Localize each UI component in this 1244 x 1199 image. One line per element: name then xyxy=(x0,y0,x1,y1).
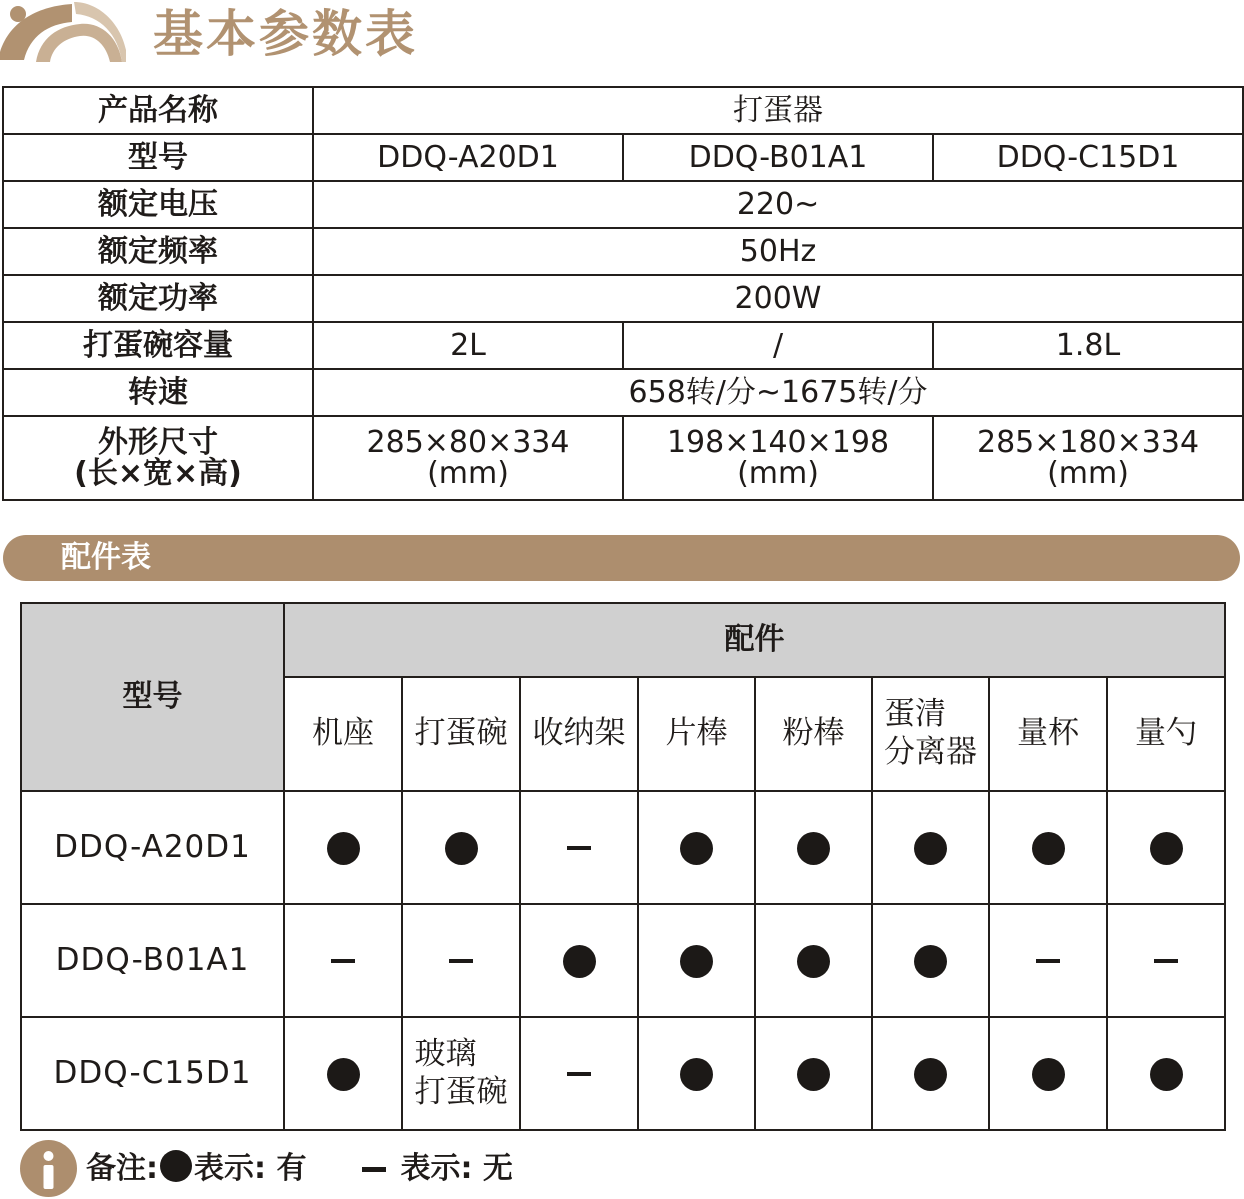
dash-icon xyxy=(449,959,473,963)
spec-table xyxy=(2,86,1244,501)
table-header-row xyxy=(21,603,1225,677)
table-row xyxy=(3,322,1243,369)
table-row xyxy=(3,416,1243,500)
legend-note xyxy=(86,1146,513,1192)
power-label: 额定功率 xyxy=(3,275,313,322)
model-value: DDQ-C15D1 xyxy=(933,134,1243,181)
dimensions-number: 285×80×334 xyxy=(366,424,570,460)
column-header: 蛋清 分离器 xyxy=(872,677,989,791)
dimensions-label xyxy=(3,416,313,500)
not-included-cell xyxy=(520,791,638,904)
filled-dot-icon xyxy=(797,945,830,978)
included-cell xyxy=(638,791,755,904)
model-cell: DDQ-A20D1 xyxy=(21,791,284,904)
accessory-section-bar xyxy=(3,535,1240,581)
voltage-value: 220~ xyxy=(313,181,1243,228)
model-header: 型号 xyxy=(21,603,284,791)
not-included-cell xyxy=(520,1017,638,1130)
legend-dot-icon xyxy=(160,1150,192,1182)
table-row xyxy=(3,228,1243,275)
filled-dot-icon xyxy=(914,945,947,978)
filled-dot-icon xyxy=(797,1058,830,1091)
included-cell xyxy=(872,791,989,904)
included-cell xyxy=(755,791,872,904)
included-cell xyxy=(989,1017,1107,1130)
column-header: 量勺 xyxy=(1107,677,1225,791)
not-included-cell xyxy=(402,904,520,1017)
note-cell: 玻璃 打蛋碗 xyxy=(402,1017,520,1130)
filled-dot-icon xyxy=(680,832,713,865)
column-header: 粉棒 xyxy=(755,677,872,791)
included-cell xyxy=(284,791,402,904)
rainbow-arc-logo-icon xyxy=(0,0,130,66)
filled-dot-icon xyxy=(797,832,830,865)
not-included-cell xyxy=(284,904,402,1017)
accessories-header: 配件 xyxy=(284,603,1225,677)
included-cell xyxy=(755,904,872,1017)
column-header: 片棒 xyxy=(638,677,755,791)
dimensions-number: 198×140×198 xyxy=(666,424,890,460)
filled-dot-icon xyxy=(445,832,478,865)
included-cell xyxy=(520,904,638,1017)
note-prefix: 备注: xyxy=(86,1151,158,1186)
dimensions-number: 285×180×334 xyxy=(976,424,1200,460)
power-value: 200W xyxy=(313,275,1243,322)
dash-icon xyxy=(1036,959,1060,963)
table-row xyxy=(3,181,1243,228)
column-header: 打蛋碗 xyxy=(402,677,520,791)
included-cell xyxy=(1107,791,1225,904)
table-row xyxy=(21,791,1225,904)
dash-icon xyxy=(331,959,355,963)
filled-dot-icon xyxy=(327,1058,360,1091)
bowl-capacity-value: / xyxy=(623,322,933,369)
included-cell xyxy=(284,1017,402,1130)
dimensions-unit: (mm) xyxy=(737,456,819,491)
voltage-label: 额定电压 xyxy=(3,181,313,228)
table-row xyxy=(3,275,1243,322)
filled-dot-icon xyxy=(327,832,360,865)
legend-dash-meaning: 表示: 无 xyxy=(400,1151,513,1186)
product-name-value: 打蛋器 xyxy=(313,87,1243,134)
accessory-table xyxy=(20,602,1226,1131)
filled-dot-icon xyxy=(1150,1058,1183,1091)
speed-value: 658转/分~1675转/分 xyxy=(313,369,1243,416)
included-cell xyxy=(402,791,520,904)
filled-dot-icon xyxy=(680,1058,713,1091)
speed-label: 转速 xyxy=(3,369,313,416)
included-cell xyxy=(755,1017,872,1130)
accessory-section-title: 配件表 xyxy=(61,540,151,575)
legend-dot-meaning: 表示: 有 xyxy=(194,1151,307,1186)
model-cell: DDQ-B01A1 xyxy=(21,904,284,1017)
table-row xyxy=(21,904,1225,1017)
included-cell xyxy=(638,1017,755,1130)
dimensions-unit: (mm) xyxy=(1047,456,1129,491)
dimensions-value xyxy=(933,416,1243,500)
filled-dot-icon xyxy=(1032,832,1065,865)
dimensions-label-line1: 外形尺寸 xyxy=(98,424,218,460)
dimensions-value xyxy=(623,416,933,500)
frequency-label: 额定频率 xyxy=(3,228,313,275)
included-cell xyxy=(872,904,989,1017)
bowl-capacity-value: 1.8L xyxy=(933,322,1243,369)
info-icon xyxy=(20,1140,77,1197)
frequency-value: 50Hz xyxy=(313,228,1243,275)
not-included-cell xyxy=(1107,904,1225,1017)
dimensions-value xyxy=(313,416,623,500)
bowl-capacity-value: 2L xyxy=(313,322,623,369)
included-cell xyxy=(989,791,1107,904)
legend-dash-icon xyxy=(362,1167,386,1172)
model-label: 型号 xyxy=(3,134,313,181)
filled-dot-icon xyxy=(680,945,713,978)
included-cell xyxy=(638,904,755,1017)
dimensions-unit: (mm) xyxy=(427,456,509,491)
bowl-capacity-label: 打蛋碗容量 xyxy=(3,322,313,369)
dash-icon xyxy=(1154,959,1178,963)
column-header: 收纳架 xyxy=(520,677,638,791)
not-included-cell xyxy=(989,904,1107,1017)
filled-dot-icon xyxy=(1032,1058,1065,1091)
table-row xyxy=(21,1017,1225,1130)
model-value: DDQ-A20D1 xyxy=(313,134,623,181)
dash-icon xyxy=(567,846,591,850)
included-cell xyxy=(872,1017,989,1130)
filled-dot-icon xyxy=(914,832,947,865)
column-header: 机座 xyxy=(284,677,402,791)
column-header: 量杯 xyxy=(989,677,1107,791)
filled-dot-icon xyxy=(1150,832,1183,865)
model-value: DDQ-B01A1 xyxy=(623,134,933,181)
table-row xyxy=(3,87,1243,134)
table-row xyxy=(3,134,1243,181)
included-cell xyxy=(1107,1017,1225,1130)
model-cell: DDQ-C15D1 xyxy=(21,1017,284,1130)
product-name-label: 产品名称 xyxy=(3,87,313,134)
page-title: 基本参数表 xyxy=(153,5,418,63)
table-row xyxy=(3,369,1243,416)
dash-icon xyxy=(567,1072,591,1076)
filled-dot-icon xyxy=(563,945,596,978)
filled-dot-icon xyxy=(914,1058,947,1091)
dimensions-label-line2: (长×宽×高) xyxy=(74,456,242,491)
